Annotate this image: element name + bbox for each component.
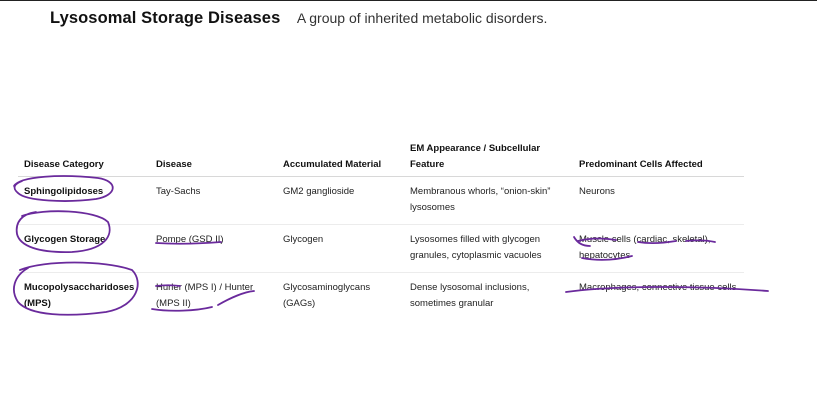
header-disease: Disease: [156, 159, 192, 170]
row-category-cell: Mucopolysaccharidoses (MPS): [24, 282, 135, 309]
header-em-appearance: EM Appearance / Subcellular Feature: [410, 143, 541, 170]
row-em-cell: Lysosomes filled with glycogen granules, cytoplasmic vacuoles: [410, 234, 542, 261]
row-disease-cell: Pompe (GSD II): [156, 234, 224, 245]
row-category-cell: Sphingolipidoses: [24, 186, 104, 197]
row-material-cell: Glycogen: [283, 234, 324, 245]
row-disease-cell: Hurler (MPS I) / Hunter (MPS II): [156, 282, 254, 309]
row-category-cell: Glycogen Storage: [24, 234, 106, 245]
row-material-cell: GM2 ganglioside: [283, 186, 355, 197]
header-disease-category: Disease Category: [24, 159, 104, 170]
table-row: [18, 177, 744, 225]
row-cells-cell: Muscle cells (cardiac, skeletal), hepatocytes: [579, 234, 711, 261]
row-disease-cell: Tay-Sachs: [156, 186, 201, 197]
row-cells-cell: Neurons: [579, 186, 615, 197]
row-em-cell: Dense lysosomal inclusions, sometimes granular: [410, 282, 530, 309]
table-row: [18, 225, 744, 273]
row-em-cell: Membranous whorls, “onion-skin” lysosomes: [410, 186, 551, 213]
top-border-line: [0, 0, 817, 1]
table-header-row: [18, 141, 744, 177]
header-accumulated-material: Accumulated Material: [283, 159, 382, 170]
page-subtitle: A group of inherited metabolic disorders.: [296, 10, 548, 26]
page-header: [50, 9, 547, 28]
table-row: [18, 273, 744, 321]
page-title: Lysosomal Storage Diseases: [50, 9, 281, 27]
row-cells-cell: Macrophages, connective tissue cells: [579, 282, 737, 293]
row-material-cell: Glycosaminoglycans (GAGs): [283, 282, 371, 309]
lysosomal-diseases-table: [18, 141, 744, 320]
header-predominant-cells: Predominant Cells Affected: [579, 159, 703, 170]
